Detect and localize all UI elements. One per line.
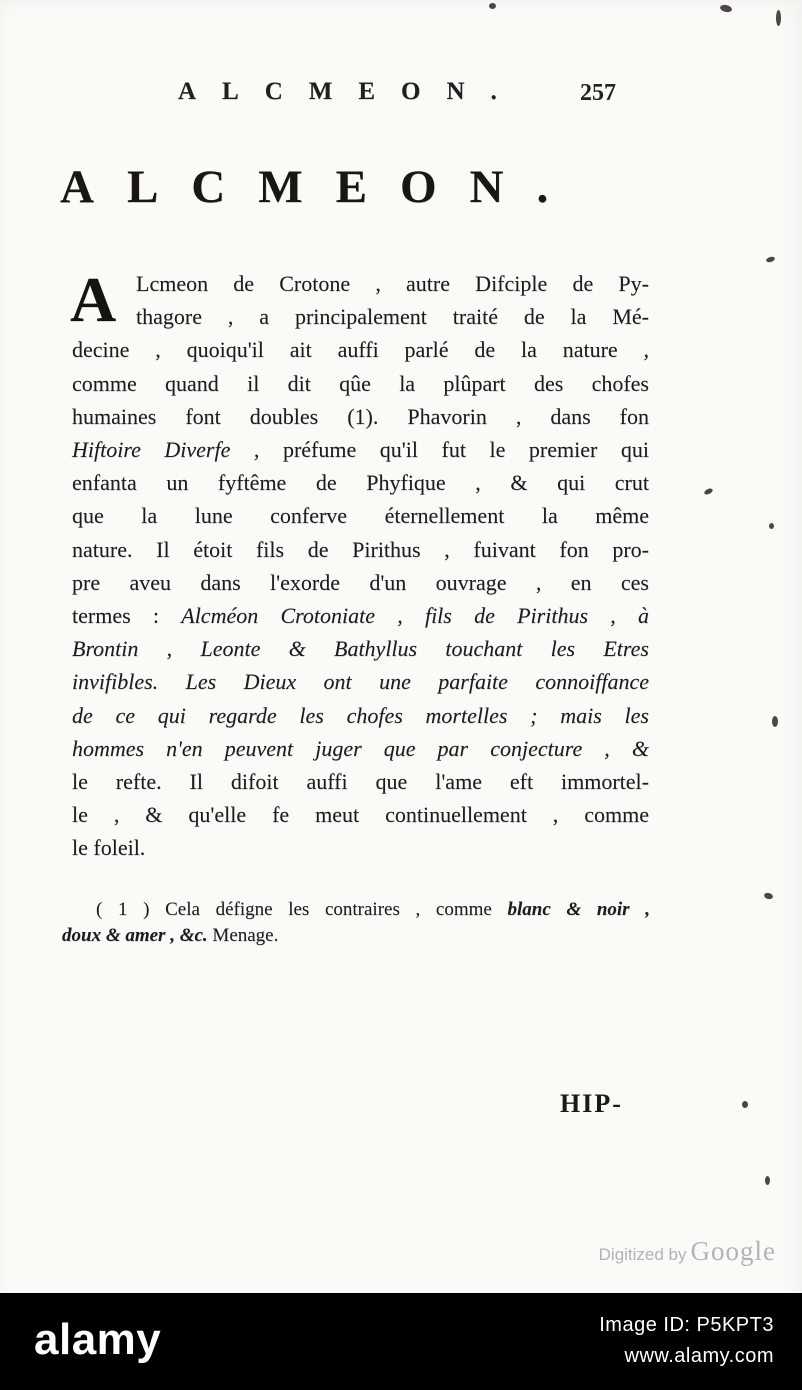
body-line bbox=[72, 300, 649, 333]
body-line bbox=[72, 566, 649, 599]
scan-speck bbox=[776, 10, 781, 26]
text-segment: nature. Il étoit fils de Pirithus , fuivant fon pro- bbox=[72, 536, 649, 562]
text-segment-italic: invifibles. Les Dieux ont une parfaite connoiffance bbox=[72, 669, 649, 695]
page-number: 257 bbox=[580, 80, 616, 106]
body-line bbox=[72, 599, 649, 632]
text-segment: le foleil. bbox=[72, 835, 146, 861]
text-segment: humaines font doubles (1). Phavorin , dans fon bbox=[72, 403, 649, 429]
scan-speck bbox=[489, 3, 496, 9]
alamy-url: www.alamy.com bbox=[624, 1345, 774, 1367]
text-segment: le , & qu'elle fe meut continuellement , comme bbox=[72, 802, 649, 828]
text-segment-italic: Alcméon Crotoniate , fils de Pirithus , à bbox=[181, 603, 649, 629]
footer-info bbox=[599, 1310, 774, 1372]
running-head: ALCMEON. bbox=[178, 78, 523, 105]
footnote bbox=[62, 897, 650, 949]
alamy-logo: alamy bbox=[34, 1315, 162, 1364]
text-segment: préfume qu'il fut le premier qui bbox=[259, 437, 649, 463]
text-segment: thagore , a principalement traité de la Mé- bbox=[136, 304, 649, 330]
text-segment: que la lune conferve éternellement la même bbox=[72, 503, 649, 529]
body-line bbox=[72, 765, 649, 798]
text-segment-italic: hommes n'en peuvent juger que par conjecture , & bbox=[72, 735, 649, 761]
body-line bbox=[72, 267, 649, 300]
text-segment-italic: Brontin , Leonte & Bathyllus touchant les Etres bbox=[72, 636, 649, 662]
text-segment-italic: de ce qui regarde les chofes mortelles ; mais les bbox=[72, 702, 649, 728]
alamy-footer-bar bbox=[0, 1293, 802, 1390]
body-line bbox=[72, 533, 649, 566]
text-segment-italic: Hiftoire Diverfe , bbox=[72, 437, 260, 463]
catchword: HIP- bbox=[560, 1089, 623, 1118]
google-logo: Google bbox=[690, 1236, 776, 1266]
body-line bbox=[72, 798, 649, 831]
text-segment: termes : bbox=[72, 603, 182, 629]
body-line bbox=[72, 400, 649, 433]
body-line bbox=[72, 499, 649, 532]
text-segment: Menage. bbox=[212, 925, 279, 946]
text-segment: enfanta un fyftême de Phyfique , & qui crut bbox=[72, 470, 649, 496]
text-segment: decine , quoiqu'il ait auffi parlé de la nature , bbox=[72, 337, 649, 363]
body-line bbox=[72, 665, 649, 698]
body-line bbox=[72, 333, 649, 366]
text-segment-italic: doux & amer , &c. bbox=[62, 925, 213, 946]
text-segment: Lcmeon de Crotone , autre Difciple de Py- bbox=[136, 271, 649, 296]
body-line bbox=[72, 433, 649, 466]
body-line bbox=[72, 699, 649, 732]
footnote-line bbox=[62, 897, 650, 923]
scan-speck bbox=[765, 1176, 770, 1185]
drop-cap: A bbox=[70, 264, 117, 335]
footnote-line bbox=[62, 923, 650, 949]
text-segment: le refte. Il difoit auffi que l'ame eft immortel- bbox=[72, 769, 649, 795]
digitized-by-watermark bbox=[599, 1236, 776, 1267]
scan-speck bbox=[719, 4, 732, 13]
chapter-title: ALCMEON. bbox=[60, 161, 582, 213]
body-line bbox=[72, 831, 649, 864]
text-segment-italic: blanc & noir , bbox=[507, 899, 650, 920]
text-segment: pre aveu dans l'exorde d'un ouvrage , en ces bbox=[72, 569, 649, 595]
text-segment: comme quand il dit qûe la plûpart des chofes bbox=[72, 370, 649, 396]
body-line bbox=[72, 632, 649, 665]
scan-speck bbox=[765, 256, 775, 264]
text-segment: ( 1 ) Cela défigne les contraires , comme bbox=[96, 899, 508, 920]
body-line bbox=[72, 367, 649, 400]
body-line bbox=[72, 732, 649, 765]
scan-speck bbox=[769, 523, 774, 529]
scan-speck bbox=[763, 892, 773, 900]
scan-speck bbox=[772, 716, 778, 727]
scan-speck bbox=[742, 1101, 748, 1108]
scan-speck bbox=[703, 487, 713, 495]
body-line bbox=[72, 466, 649, 499]
digitized-by-text: Digitized by bbox=[598, 1245, 687, 1264]
body-text bbox=[70, 264, 649, 865]
image-id: Image ID: P5KPT3 bbox=[599, 1314, 774, 1336]
